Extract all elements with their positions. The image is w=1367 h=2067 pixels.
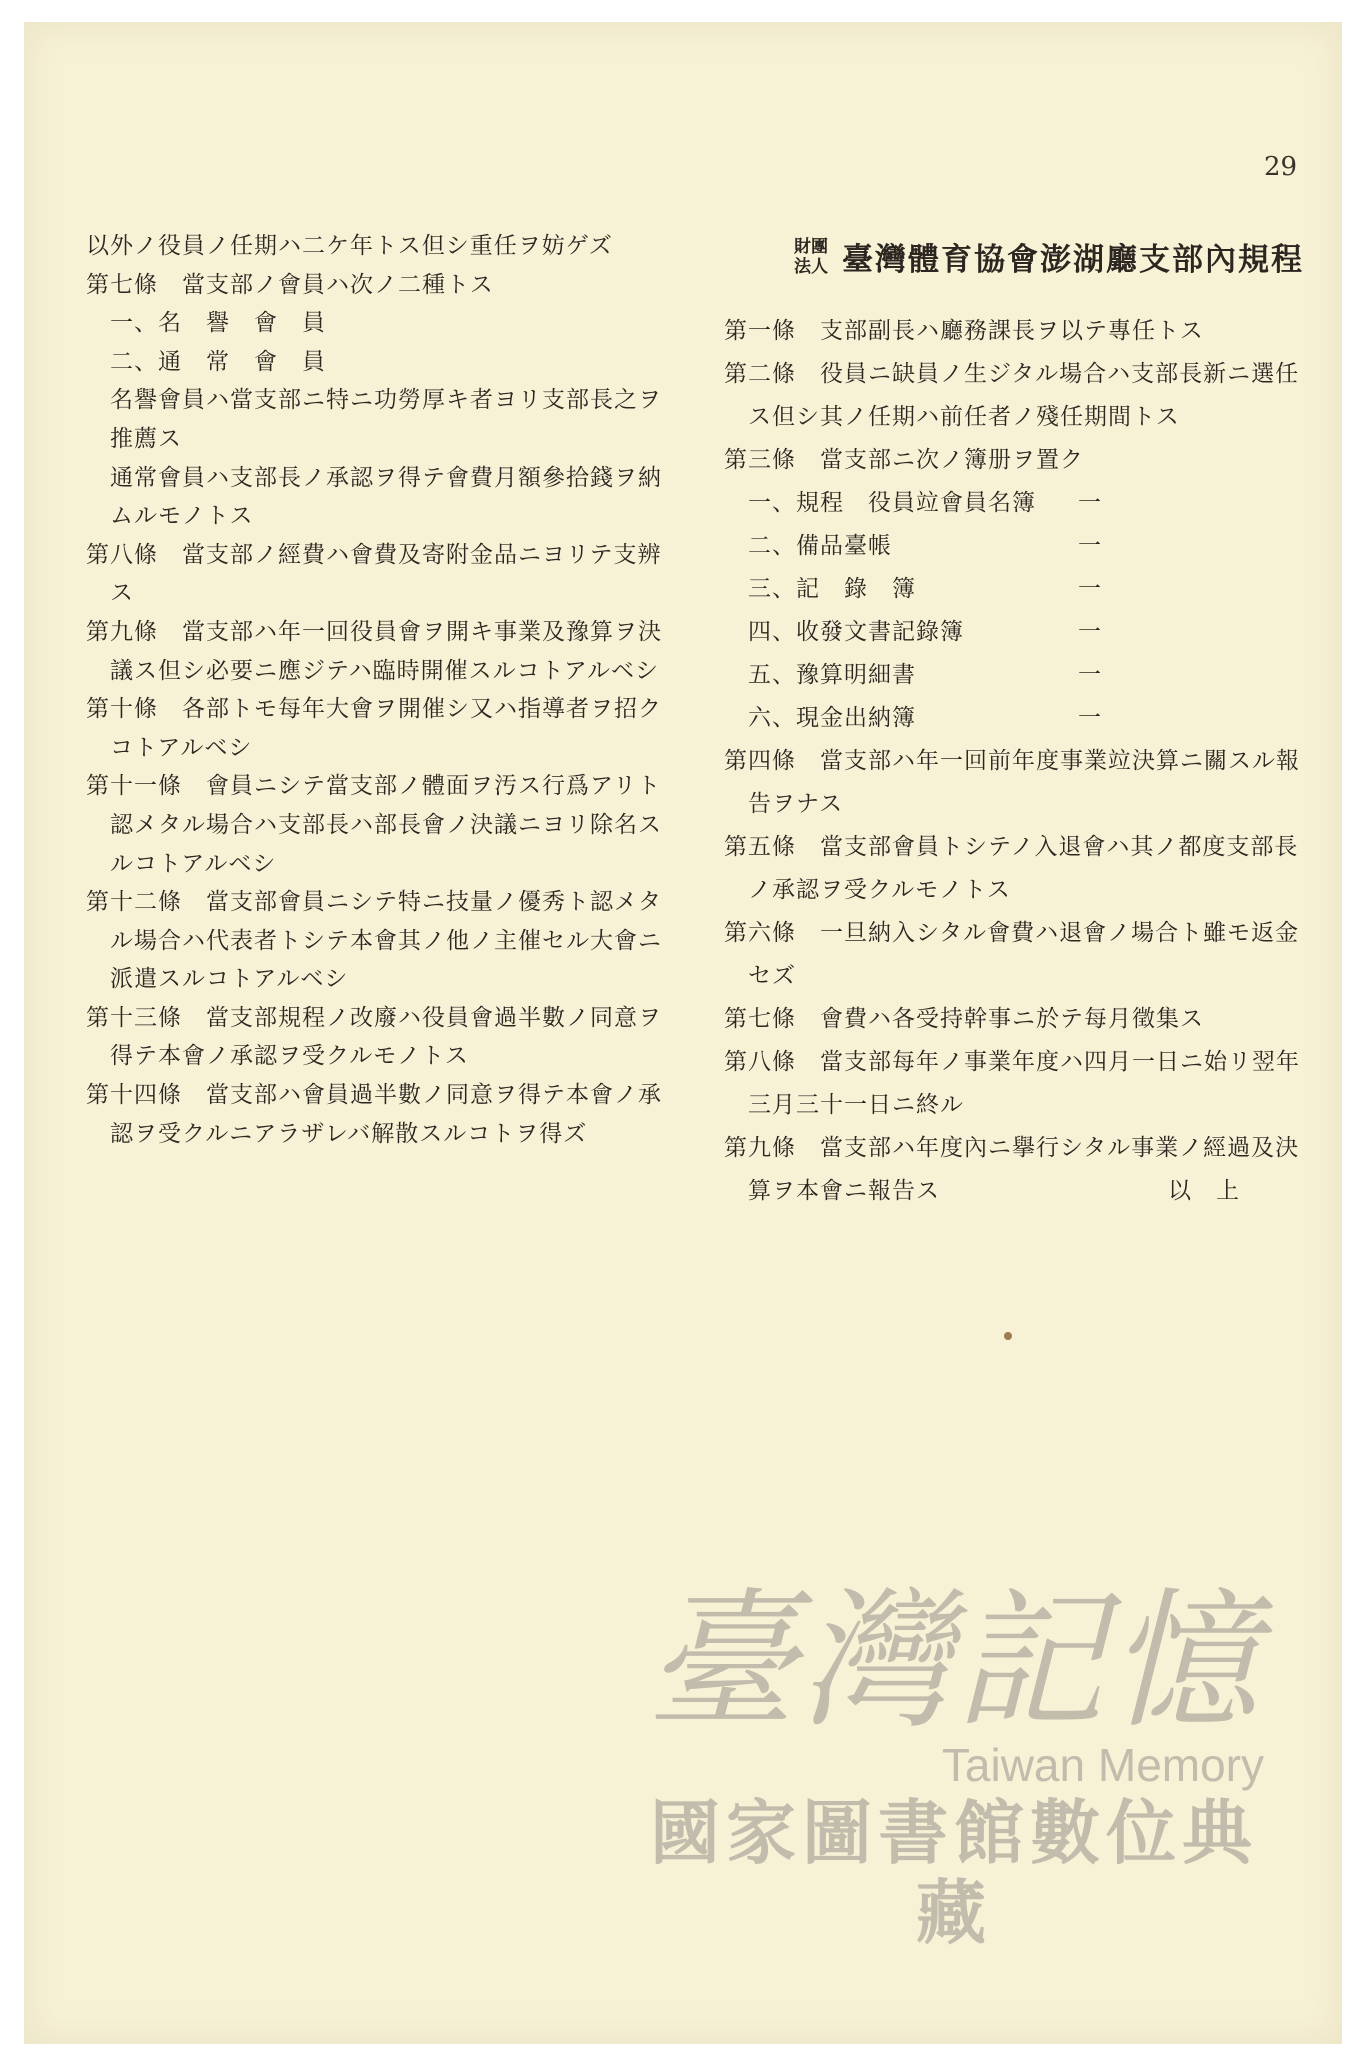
article-8: 第八條 當支部ノ經費ハ會費及寄附金品ニヨリテ支辨	[86, 541, 662, 568]
article-7: 第七條 當支部ノ會員ハ次ノ二種トス	[86, 271, 494, 298]
text-line: 算ヲ本會ニ報告ス	[748, 1178, 940, 1204]
register-item	[724, 525, 1344, 568]
register-item	[724, 482, 1344, 525]
register-item	[724, 654, 1344, 697]
text-line: ル場合ハ代表者トシテ本會其ノ他ノ主催セル大會ニ	[110, 927, 662, 954]
article-6: 第六條 一旦納入シタル會費ハ退會ノ場合ト雖モ返金	[724, 920, 1300, 946]
closing-mark: 以 上	[1168, 1178, 1240, 1204]
text-line: 告ヲナス	[748, 791, 844, 817]
register-qty: 一	[1078, 619, 1102, 645]
text-line: 三月三十一日ニ終ル	[748, 1092, 964, 1118]
text-line: ノ承認ヲ受クルモノトス	[748, 877, 1011, 903]
article-14: 第十四條 當支部ハ會員過半數ノ同意ヲ得テ本會ノ承	[86, 1082, 662, 1109]
text-line: ス	[110, 580, 134, 607]
watermark-logo	[614, 1575, 1294, 1954]
register-label: 五、豫算明細書	[748, 662, 916, 688]
article-7: 第七條 會費ハ各受持幹事ニ於テ每月徵集ス	[724, 1006, 1204, 1032]
register-qty: 一	[1078, 705, 1102, 731]
register-label: 四、收發文書記錄簿	[748, 619, 964, 645]
text-line: 推薦ス	[110, 425, 182, 452]
member-type-1: 一、名 譽 會 員	[110, 310, 326, 337]
text-line: 派遣スルコトアルベシ	[110, 966, 349, 993]
title-prefix	[794, 237, 828, 277]
text-line: 名譽會員ハ當支部ニ特ニ功勞厚キ者ヨリ支部長之ヲ	[110, 387, 662, 414]
paper-spot	[1004, 1332, 1012, 1340]
title-text: 臺灣體育協會澎湖廳支部內規程	[842, 242, 1304, 278]
watermark-chinese: 國家圖書館數位典藏	[650, 1792, 1258, 1954]
member-type-2: 二、通 常 會 員	[110, 348, 326, 375]
article-10: 第十條 各部トモ每年大會ヲ開催シ又ハ指導者ヲ招ク	[86, 696, 662, 723]
right-column	[724, 310, 1344, 1213]
article-9: 第九條 當支部ハ年一回役員會ヲ開キ事業及豫算ヲ決	[86, 618, 662, 645]
article-8: 第八條 當支部每年ノ事業年度ハ四月一日ニ始リ翌年	[724, 1049, 1300, 1075]
left-column	[86, 227, 686, 1153]
text-line: セズ	[748, 963, 796, 989]
register-label: 三、記 錄 簿	[748, 576, 916, 602]
article-12: 第十二條 當支部會員ニシテ特ニ技量ノ優秀ト認メタ	[86, 889, 662, 916]
article-9: 第九條 當支部ハ年度內ニ擧行シタル事業ノ經過及決	[724, 1135, 1300, 1161]
register-label: 六、現金出納簿	[748, 705, 916, 731]
article-2: 第二條 役員ニ缺員ノ生ジタル場合ハ支部長新ニ選任	[724, 361, 1300, 387]
text-line: 認ヲ受クルニアラザレバ解散スルコトヲ得ズ	[110, 1120, 588, 1147]
text-line: 認メタル場合ハ支部長ハ部長會ノ決議ニヨリ除名ス	[110, 811, 662, 838]
page-number: 29	[1264, 152, 1298, 182]
register-item	[724, 611, 1344, 654]
article-1: 第一條 支部副長ハ廳務課長ヲ以テ專任トス	[724, 318, 1204, 344]
text-line: 議ス但シ必要ニ應ジテハ臨時開催スルコトアルベシ	[110, 657, 660, 684]
register-qty: 一	[1078, 490, 1102, 516]
text-line: ス但シ其ノ任期ハ前任者ノ殘任期間トス	[748, 404, 1180, 430]
article-4: 第四條 當支部ハ年一回前年度事業竝決算ニ關スル報	[724, 748, 1300, 774]
article-5: 第五條 當支部會員トシテノ入退會ハ其ノ都度支部長	[724, 834, 1299, 860]
regulation-title	[794, 234, 1304, 279]
title-prefix-top: 財團	[794, 236, 828, 257]
watermark-english: Taiwan Memory	[941, 1739, 1264, 1791]
register-item	[724, 568, 1344, 611]
text-line: コトアルベシ	[110, 734, 253, 761]
document-page	[24, 22, 1342, 2044]
text-line: ムルモノトス	[110, 503, 254, 530]
register-qty: 一	[1078, 662, 1102, 688]
register-label: 二、備品臺帳	[748, 533, 892, 559]
article-11: 第十一條 會員ニシテ當支部ノ體面ヲ汚ス行爲アリト	[86, 773, 662, 800]
register-qty: 一	[1078, 576, 1102, 602]
watermark-calligraphy: 臺灣記憶	[645, 1575, 1262, 1749]
text-line: ルコトアルベシ	[110, 850, 277, 877]
final-line	[724, 1170, 1344, 1213]
text-line: 通常會員ハ支部長ノ承認ヲ得テ會費月額參拾錢ヲ納	[110, 464, 662, 491]
article-13: 第十三條 當支部規程ノ改廢ハ役員會過半數ノ同意ヲ	[86, 1004, 662, 1031]
text-line: 以外ノ役員ノ任期ハ二ケ年トス但シ重任ヲ妨ゲズ	[86, 233, 613, 259]
article-3: 第三條 當支部ニ次ノ簿册ヲ置ク	[724, 447, 1084, 473]
text-line: 得テ本會ノ承認ヲ受クルモノトス	[110, 1043, 469, 1070]
register-qty: 一	[1078, 533, 1102, 559]
register-label: 一、規程 役員竝會員名簿	[748, 490, 1036, 516]
title-prefix-bottom: 法人	[794, 256, 828, 277]
register-item	[724, 697, 1344, 740]
